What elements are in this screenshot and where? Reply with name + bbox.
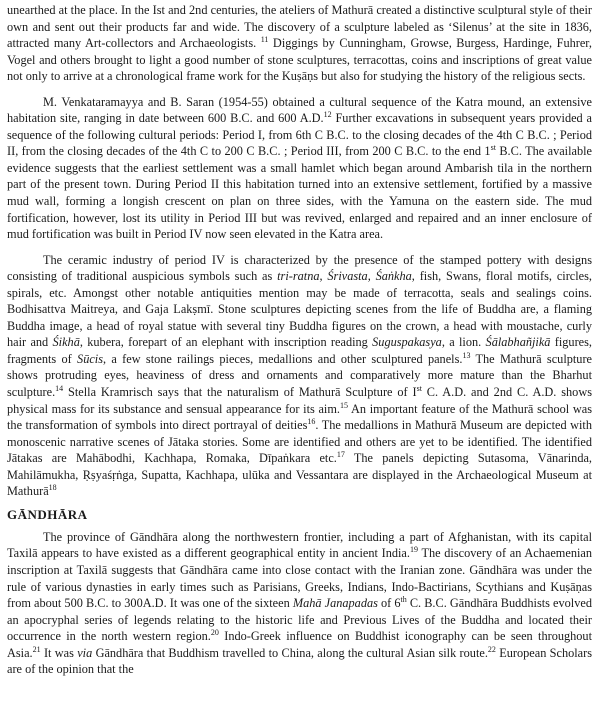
footnote-marker: 12 [323,110,332,120]
text-run: Indo-Greek influence on Buddhist iconography can be seen throughout Asia. [7,629,592,660]
paragraph-ceramic-industry [7,252,592,500]
italic-term: Śikhā [52,335,80,350]
text-run: unearthed at the place. In the Ist and 2nd centuries, the ateliers of Mathurā created a distinctive sculptural style of their own and sent out their products far and wide. The discovery of a sculpture labeled as ‘Silenus’ at the site in 1836, attracted many Art-collectors and Archaeologists. [7,3,592,51]
text-run: . The medallions in Mathurā Museum are depicted with monoscenic narrative scenes of Jātaka stories. Some are identified and others are yet to be identified. The identified Jātakas are Mahābodhi, Kachhapa, Romaka, Dīpaṅkara etc. [7,418,592,466]
text-run: The panels depicting Sutasoma, Vānarinda, Mahilāmukha, Ṛṣyaśṛṅga, Supatta, Kachhapa, ulūka and Vessantara are displayed in the Archaeological Museum at Mathurā [7,451,593,499]
italic-term: Mahā Janapadas [292,596,378,611]
section-heading-gandhara: GĀNDHĀRA [7,506,88,522]
italic-term: tri-ratna, Śrivasta, Śaṅkha [277,269,412,284]
text-run: An important feature of the Mathurā school was the transformation of symbols into direct portrayal of deities [7,401,592,433]
text-run: The province of Gāndhāra along the northwestern frontier, including a part of Afghanistan, with its capital Taxilā appears to have existed as a different geographical entity in ancient India. [7,529,592,561]
text-run: B.C. The available evidence suggests that the earliest settlement was a small hamlet which began around Ambarish tila in the northern part of the present town. During Period II this habitation turned into an extensive settlement, fortified by a massive mud wall, forming a longish crescent on plan on three sides, with the Yamuna on the eastern side. The mud fortification, however, lost its utility in Period III but was revived, enlarged and repaired and an inner enclosure of mud fortification was built in Period IV now seen elevated in the Katra area. [7,144,592,242]
text-run: , a lion. [441,335,486,350]
text-run: Gāndhāra that Buddhism travelled to China, along the cultural Asian silk route. [92,645,488,660]
footnote-marker: 13 [462,350,471,360]
footnote-marker: 22 [487,644,496,654]
text-run: C. B.C. Gāndhāra Buddhists evolved an apocryphal series of legends relating to the historic life and Previous Lives of the Buddha and located their occurrence in the north western region. [7,596,592,644]
footnote-marker: 11 [260,35,269,44]
text-run: Diggings by Cunningham, Growse, Burgess, Hardinge, Fuhrer, Vogel and others brought to light a good number of stone sculptures, terracottas, coins and inscriptions of great value not only to arrive at a chronological frame work for the Kuṣāṇs but also for studying the history of the religious sects. [7,36,592,84]
text-run: of 6 [377,596,401,611]
paragraph-katra-excavations [7,94,592,243]
footnote-marker: st [416,383,422,393]
text-run: , fish, Swans, floral motifs, circles, spirals, etc. Amongst other notable antiquities mention may be made of terracotta, seals and sealings coins. Bodhisattva Maitreya, and Gaja Lakṣmī. Stone sculptures depicting scenes from the life of Buddha are, a flaming Buddha image, a head of royal statue with several tiny Buddha figures on the crown, a head with moustache, curly hair and [7,269,592,350]
text-run: , kubera, forepart of an elephant with inscription reading [79,335,373,350]
footnote-marker: 15 [340,400,348,410]
text-run: , a few stone railings pieces, medallions and other sculptured panels. [103,351,463,366]
footnote-marker: 19 [409,545,418,555]
text-run: European Scholars are of the opinion that the [7,645,593,677]
footnote-marker: 14 [55,383,64,393]
footnote-marker: 18 [48,483,57,493]
paragraph-mathura-ateliers [7,2,592,85]
text-run: It was [40,645,78,660]
footnote-marker: th [400,594,407,604]
footnote-marker: 20 [210,628,219,638]
text-run: Further excavations in subsequent years provided a sequence of the following cultural periods: Period I, from 6th C B.C. to the closing decades of the 4th C B.C. ; Period II, from the closing decades of the 4th C to 200 C B.C. ; Period III, from 200 C B.C. to the end 1 [7,111,592,159]
footnote-marker: 16 [307,417,316,427]
text-run: The ceramic industry of period IV is characterized by the presence of the stamped pottery with designs consisting of traditional auspicious symbols such as [7,252,592,284]
italic-term: via [77,645,93,660]
footnote-marker: 17 [336,450,345,460]
paragraph-gandhara-province [7,529,592,678]
footnote-marker: st [490,143,496,153]
footnote-marker: 21 [32,644,41,654]
italic-term: Śālabhañjikā [485,335,551,350]
italic-term: Sūcis [77,351,104,366]
text-run: The Mathurā sculpture shows protruding eyes, heaviness of dress and ornaments and comparatively more mature than the Bharhut sculpture. [7,351,593,400]
text-run: C. A.D. and 2nd C. A.D. shows physical mass for its substance and sensual appearance for its aim. [7,385,592,416]
italic-term: Suguspakasya [372,335,442,350]
text-run: Stella Kramrisch says that the naturalism of Mathurā Sculpture of I [63,385,417,400]
text-run: M. Venkataramayya and B. Saran (1954-55) obtained a cultural sequence of the Katra mound, an extensive habitation site, ranging in date between 600 B.C. and 600 A.D. [7,94,592,126]
text-run: figures, fragments of [7,335,592,366]
text-run: The discovery of an Achaemenian inscription at Taxilā suggests that Gāndhāra came into close contact with the Iranian zone. Gāndhāra was under the rule of various dynasties in early times such as Parisians, Greeks, Indians, Indo-Bactirians, Scythians and Kuṣāṇas from about 500 B.C. to 300A.D. It was one of the sixteen [7,546,592,611]
